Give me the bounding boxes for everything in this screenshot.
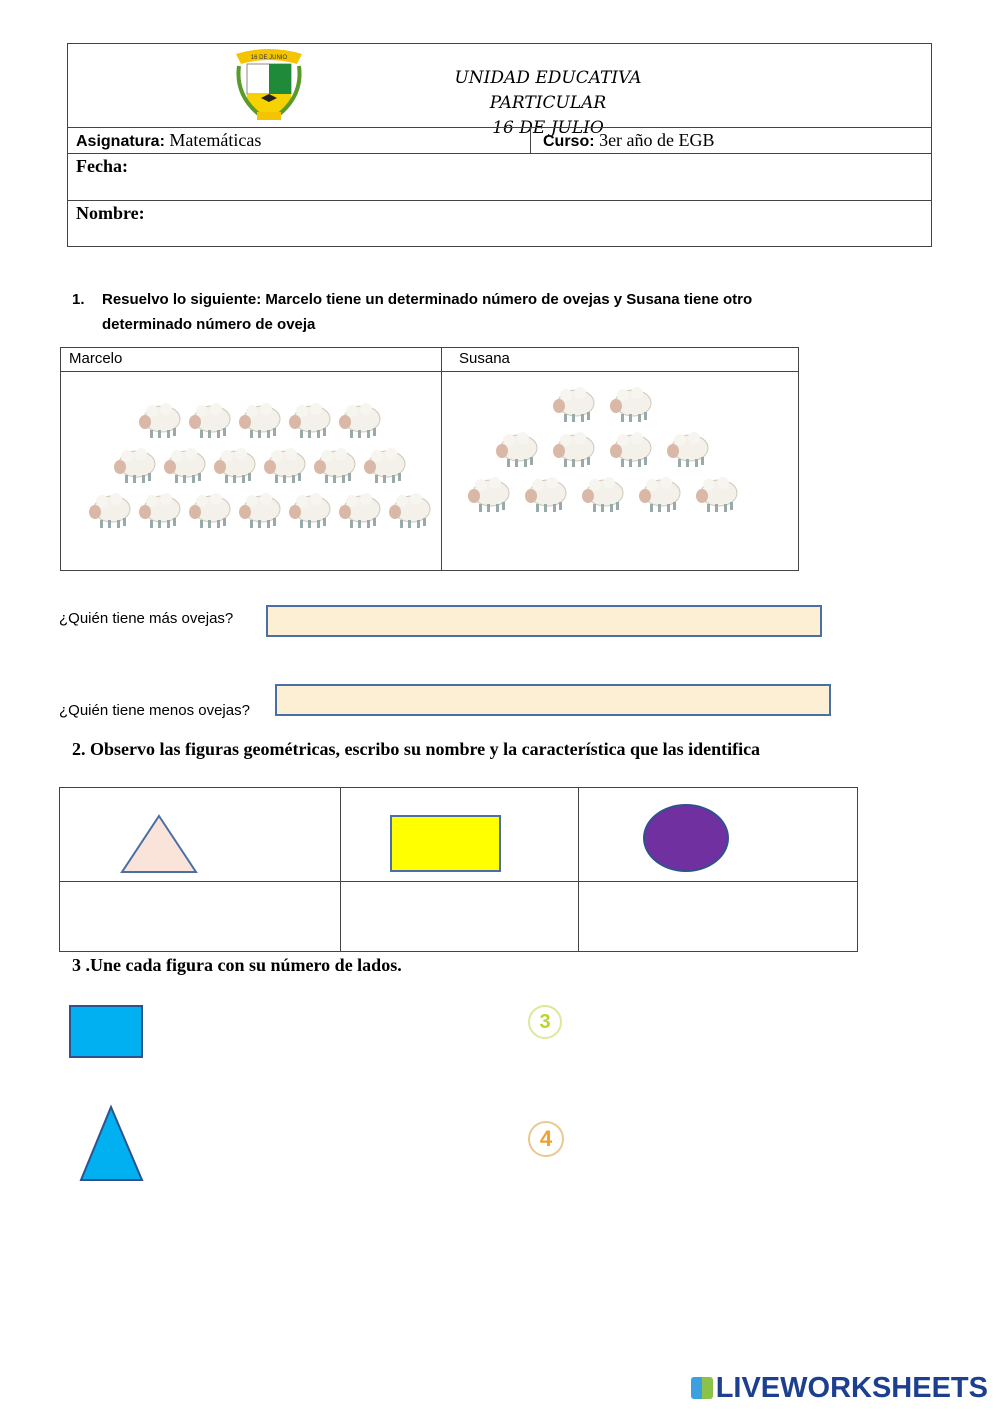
sheep-icon (136, 402, 182, 440)
question-3: 3 .Une cada figura con su número de lados. (72, 955, 402, 975)
triangle-shape (120, 814, 198, 874)
sheep-icon (86, 492, 132, 530)
sheep-icon (286, 402, 332, 440)
sheep-icon (311, 447, 357, 485)
sheep-icon (236, 402, 282, 440)
marcelo-sheep-area (61, 372, 441, 570)
sheep-icon (493, 431, 539, 469)
susana-sheep-area (442, 372, 799, 570)
rectangle-shape (390, 815, 501, 872)
blue-triangle-shape[interactable] (78, 1104, 146, 1182)
sheep-icon (261, 447, 307, 485)
sheep-icon (522, 476, 568, 514)
number-4: 4 (539, 1126, 553, 1151)
course-value: 3er año de EGB (599, 130, 715, 150)
sheep-icon (465, 476, 511, 514)
sheep-icon (336, 402, 382, 440)
answer-more-input[interactable] (266, 605, 822, 637)
subject-value: Matemáticas (169, 130, 262, 150)
liveworksheets-logo (691, 1372, 988, 1405)
subject-label: Asignatura: (76, 133, 165, 150)
sheep-icon (186, 402, 232, 440)
sheep-icon (211, 447, 257, 485)
school-subtitle: 16 DE JULIO (492, 118, 604, 138)
school-name: UNIDAD EDUCATIVA PARTICULAR (454, 68, 642, 113)
header-table (67, 43, 932, 247)
susana-header: Susana (459, 350, 510, 367)
answer-cell-rectangle[interactable] (341, 882, 578, 952)
answer-less-input[interactable] (275, 684, 831, 716)
marcelo-header: Marcelo (69, 350, 123, 367)
svg-text:16 DE JUNIO: 16 DE JUNIO (250, 55, 288, 61)
answer-cell-triangle[interactable] (60, 882, 340, 952)
ellipse-shape (643, 804, 729, 872)
sheep-icon (550, 386, 596, 424)
brand-text: LIVEWORKSHEETS (715, 1372, 988, 1404)
question-text: Resuelvo lo siguiente: Marcelo tiene un determinado número de ovejas y Susana tiene otro determinado número de oveja (102, 291, 753, 333)
sheep-icon (186, 492, 232, 530)
answer-cell-ellipse[interactable] (579, 882, 858, 952)
question-more-label: ¿Quién tiene más ovejas? (59, 610, 234, 627)
sheep-icon (386, 492, 432, 530)
number-4-target[interactable] (528, 1121, 564, 1157)
sheep-icon (361, 447, 407, 485)
shapes-table (59, 787, 858, 952)
sheep-icon (336, 492, 382, 530)
sheep-icon (136, 492, 182, 530)
sheep-icon (236, 492, 282, 530)
name-label: Nombre: (76, 203, 145, 223)
subject-field (76, 130, 261, 151)
course-label: Curso: (543, 133, 595, 150)
sheep-icon (550, 431, 596, 469)
sheep-icon (161, 447, 207, 485)
question-1 (72, 287, 832, 337)
sheep-icon (111, 447, 157, 485)
sheep-icon (693, 476, 739, 514)
square-shape[interactable] (69, 1005, 143, 1058)
question-number: 1. (72, 291, 85, 308)
brand-icon (691, 1377, 713, 1399)
sheep-table (60, 347, 799, 571)
sheep-icon (607, 386, 653, 424)
sheep-icon (664, 431, 710, 469)
school-logo (231, 46, 307, 124)
question-less-label: ¿Quién tiene menos ovejas? (59, 702, 250, 719)
question-2: 2. Observo las figuras geométricas, escribo su nombre y la característica que las identifica (72, 739, 761, 759)
course-field (543, 130, 715, 151)
sheep-icon (607, 431, 653, 469)
sheep-icon (636, 476, 682, 514)
number-3-target[interactable] (528, 1005, 562, 1039)
sheep-icon (286, 492, 332, 530)
sheep-icon (579, 476, 625, 514)
number-3: 3 (539, 1011, 551, 1033)
date-label: Fecha: (76, 156, 128, 176)
